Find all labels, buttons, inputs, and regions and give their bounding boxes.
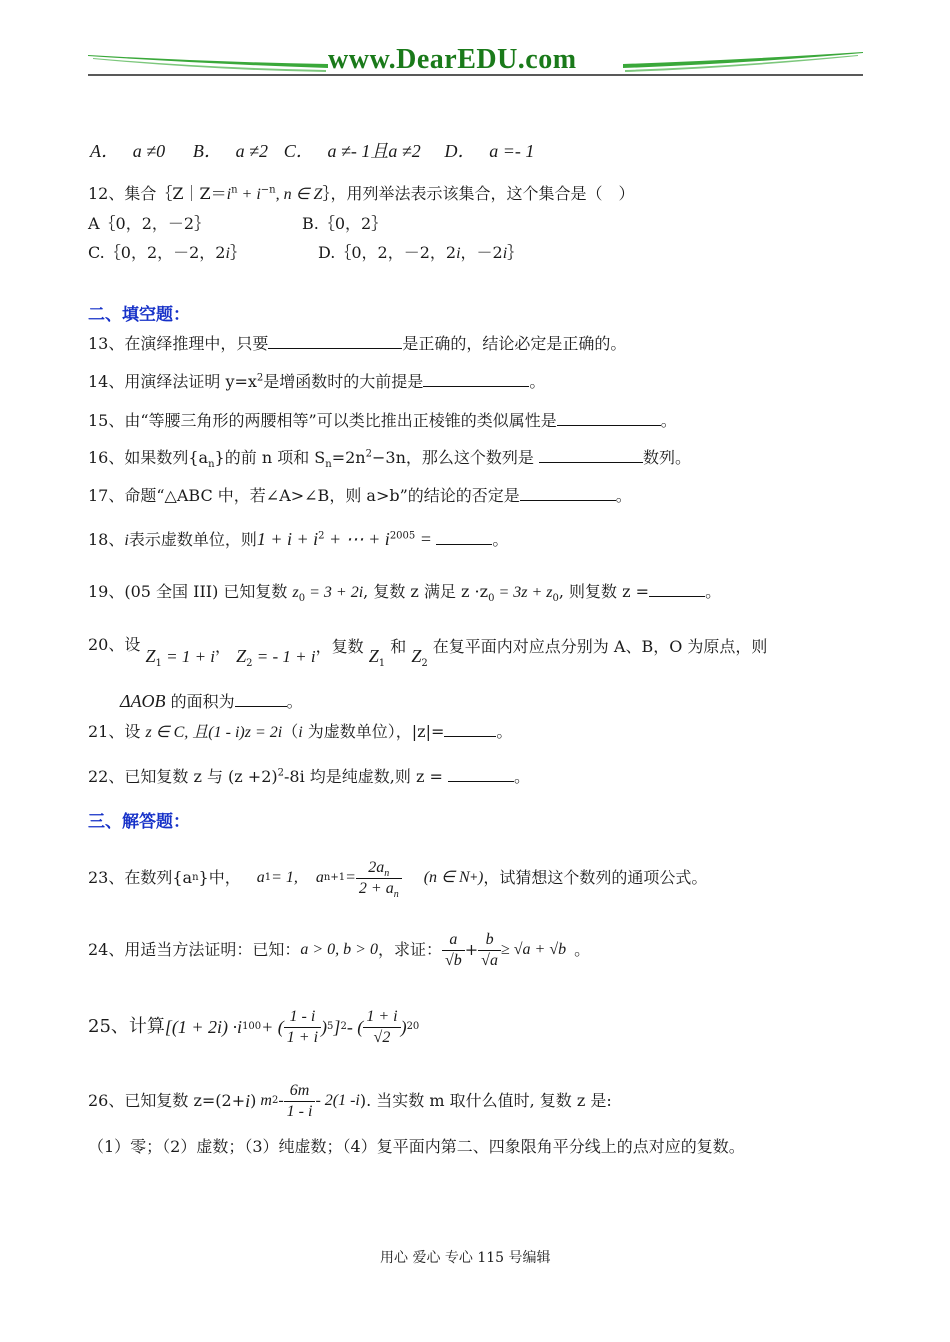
q24-fraction-1 [442,930,465,971]
q26-fraction [284,1081,316,1122]
q20-and: 和 [390,637,407,656]
q25-e4: ] [333,1017,341,1037]
q16-sup: 2 [365,448,372,460]
section-2-heading: 二、填空题： [88,305,190,325]
q23-post: ，试猜想这个数列的通项公式。 [483,868,708,887]
choice-b-label: B． [192,141,222,161]
q14-pre: 14、用演绎法证明 y=x [88,372,257,391]
q25-fnum: 1 - i [284,1007,321,1028]
question-23: 23、在数列{a n }中， a 1 = 1, a n+1 = $\frac{2a_n}{2 + a_n}$ (n ∈ N + ) ，试猜想这个数列的通项公式。 [88,858,708,900]
q12-opt-c-i: i [225,245,230,262]
question-16 [88,446,691,471]
q20-z1: Z [145,646,156,666]
q26-minus: - [278,1092,284,1109]
q14-mid: 是增函数时的大前提是 [263,372,424,391]
q24-plus: + [464,940,479,959]
q12-opt-c-post: ｝ [229,243,246,262]
question-14 [88,370,545,392]
q15-post: 。 [660,411,677,430]
q23-an: a [315,869,324,886]
q12-expr: i [226,186,232,203]
q21-mid2: 为虚数单位），|z|= [302,722,445,741]
q26-close: ) [250,1091,257,1110]
q19-eq1: = 3 + 2i [305,584,364,601]
q14-answer-blank[interactable] [423,370,529,387]
question-20-line2 [120,690,303,712]
q24-fraction-2 [478,930,501,971]
q23-a1eq: = 1, [271,869,298,886]
question-18 [88,528,508,551]
q18-pre: 18、 [88,530,125,549]
q20-triangle: ΔAOB [120,691,166,711]
q25-gnum: 1 + i [363,1007,400,1028]
q21-expr: z ∈ C, 且(1 - i)z = 2i [145,724,283,741]
q12-opt-c-pre: C.｛0，2，－2，2 [88,243,226,262]
q24-f1den: √b [444,951,462,969]
q12-option-c [88,243,246,264]
choice-a-expr: a ≠0 [132,141,166,161]
q16-mid1: }的前 n 项和 S [214,448,326,467]
q26-fden: 1 - i [286,1102,313,1120]
q16-mid2: =2n [331,448,366,467]
q20-line2-post: 。 [286,692,303,711]
question-12 [88,184,634,205]
q19-mid2: , 则复数 z = [558,582,650,601]
q23-a1: a [256,869,265,886]
q16-mid3: −3n，那么这个数列是 [371,448,539,467]
q17-post: 。 [615,486,632,505]
q21-post: 。 [496,722,513,741]
q20-answer-blank[interactable] [235,690,287,707]
q23-numsub: n [384,867,390,879]
choice-c-expr: a ≠- 1且a ≠2 [327,141,421,161]
q23-cond: (n ∈ N [423,869,470,886]
q24-f2num: b [478,930,501,951]
q26-minus2: - 2(1 - [315,1092,356,1109]
q25-e2: + ( [261,1017,284,1037]
q18-expr: 1 + i + i [256,529,319,549]
q18-expr2: + ⋯ + i [324,529,390,549]
q23-den: 2 + a [358,879,394,897]
q22-post: 。 [514,767,531,786]
q24-f2den: √a [481,951,498,969]
q23-eq: = [345,869,356,886]
q25-e6: ) [400,1017,407,1037]
q14-post: 。 [529,372,546,391]
q20-z2: Z [236,646,247,666]
q26-i: i [245,1091,251,1111]
q12-opt-d-i: i [456,245,461,262]
q18-sup: 2 [318,530,325,542]
q15-pre: 15、由“等腰三角形的两腰相等”可以类比推出正棱锥的类似属性是 [88,411,557,430]
q12-sup1: n [231,184,238,196]
q22-mid: -8i 均是纯虚数,则 z = [284,767,448,786]
q16-answer-blank[interactable] [539,446,643,463]
q19-sub2: 0 [488,593,495,605]
q25-e1: [(1 + 2i) ·i [164,1017,243,1037]
q25-e5: - ( [346,1017,364,1037]
q17-pre: 17、命题“△ABC 中，若∠A>∠B，则 a>b”的结论的否定是 [88,486,520,505]
question-13 [88,332,626,354]
choice-d-expr: a =- 1 [489,141,535,161]
q18-sup2: 2005 [389,530,416,542]
q20-post: 在复平面内对应点分别为 A、B，O 为原点，则 [432,637,768,656]
question-17 [88,484,632,506]
q20-sub2-ref: 2 [421,658,428,670]
q12-opt-d-post: ｝ [507,243,524,262]
q20-sub2: 2 [246,658,253,670]
q12-opt-d-i2: i [502,245,508,262]
q12-option-d [318,243,523,264]
q19-sub: 0 [298,593,306,605]
page-footer: 用心 爱心 专心 115 号编辑 [380,1250,551,1266]
q26-m: m [260,1092,272,1109]
q23-mid: }中， [198,868,241,887]
q12-opt-d-mid: ，－2 [460,243,503,262]
q24-pre: 24、用适当方法证明：已知： [88,940,301,959]
section-3-heading: 三、解答题： [88,812,190,832]
q26-fnum: 6m [284,1081,316,1102]
logo-text: www.DearEDU.com [328,44,577,75]
q16-sub: n [208,459,215,471]
q16-sub2: n [325,459,332,471]
q12-opt-d-pre: D.｛0，2，－2，2 [318,243,457,262]
q21-pre: 21、设 [88,722,146,741]
q19-sub3: 0 [552,593,559,605]
question-24 [88,922,590,978]
question-26: 26、已知复数 z=(2+ i ) m 2 - $\frac{6m}{1 - i}$ - 2(1 - i ). 当实数 m 取什么值时, 复数 z 是: [88,1081,612,1120]
q19-answer-blank[interactable] [649,580,705,597]
q12-prefix: 12、集合｛Z｜Z＝ [88,184,227,203]
q18-answer-blank[interactable] [436,528,492,545]
q12-sup2: −n [260,184,276,196]
q19-pre: 19、(05 全国 III) 已知复数 [88,582,293,601]
q20-eq1: = 1 + i [161,647,216,666]
q25-pre: 25、计算 [88,1016,165,1037]
q21-i: i [298,724,303,741]
q24-rhs: ≥ √a + √b [500,941,567,958]
q22-sup: 2 [277,767,285,779]
q26-pre: 26、已知复数 z=(2+ [88,1091,246,1110]
q16-post: 数列。 [642,448,691,467]
q12-plus: + i [237,186,261,203]
q20-z2-ref: Z [411,646,422,666]
q26-post: ). 当实数 m 取什么值时, 复数 z 是: [359,1091,612,1110]
header-logo [88,42,863,82]
q25-fden: 1 + i [286,1028,319,1046]
question-19 [88,580,721,603]
q25-fraction-1 [284,1007,321,1048]
q24-post: 。 [574,940,591,959]
choice-a-label: A． [90,141,119,161]
q20-sep: ， [215,637,232,656]
q21-mid: （ [282,722,299,741]
q12-suffix: ｝，用列举法表示该集合，这个集合是（ ） [322,184,635,203]
q21-answer-blank[interactable] [444,720,496,737]
q12-cond: , n ∈ Z [275,186,323,203]
choice-c-label: C． [283,141,314,161]
q20-z1-ref: Z [368,646,379,666]
q20-sub1-ref: 1 [378,658,386,670]
q20-sub1: 1 [155,658,162,670]
q15-answer-blank[interactable] [557,409,661,426]
q23-num: 2a [368,858,385,876]
q24-mid: ，求证： [377,940,442,959]
question-25: 25、计算 [(1 + 2i) ·i 100 + ( $\frac{1 - i}{1 + i}$ ) 5 ] 2 - ( $\frac{1 + i}{√2}$ ) 20 [88,1007,420,1046]
choice-options-line [90,141,534,162]
question-22 [88,765,530,787]
q13-pre: 13、在演绎推理中，只要 [88,334,269,353]
q16-pre: 16、如果数列{a [88,448,209,467]
q12-option-b: B.｛0，2｝ [302,214,388,233]
q23-condclose: ) [478,869,484,886]
q25-gden: √2 [373,1028,391,1046]
q19-eq2: = 3z + z [494,584,553,601]
choice-b-expr: a ≠2 [235,141,268,161]
q13-post: 是正确的，结论必定是正确的。 [402,334,627,353]
q18-post: 。 [492,530,509,549]
q17-answer-blank[interactable] [520,484,616,501]
question-21 [88,720,512,743]
q12-option-a: A｛0，2，－2｝ [88,214,211,233]
q18-mid: 表示虚数单位，则 [128,530,257,549]
q23-pre: 23、在数列{a [88,868,193,887]
q19-post: 。 [705,582,722,601]
question-20 [88,635,768,670]
choice-d-label: D． [444,141,476,161]
q19-z0: z [292,584,299,601]
question-15 [88,409,677,431]
q20-eq2: = - 1 + i [252,647,316,666]
q23-densub: n [393,888,399,900]
q24-cond: a > 0, b > 0 [300,941,378,958]
q14-sup: 2 [256,372,264,384]
q22-answer-blank[interactable] [448,765,514,782]
q25-fraction-2 [363,1007,400,1048]
q18-eq: = [415,529,437,549]
question-26-line2: （1）零；（2）虚数；（3）纯虚数；（4）复平面内第二、四象限角平分线上的点对应的复数。 [88,1137,745,1156]
q18-i: i [124,532,129,549]
q20-mid: ，复数 [315,637,364,656]
q25-e3: ) [321,1017,328,1037]
q23-fraction [356,858,402,899]
q20-line2-mid: 的面积为 [165,692,235,711]
q19-mid: , 复数 z 满足 z ·z [363,582,489,601]
q13-answer-blank[interactable] [268,332,402,349]
q20-pre: 20、设 [88,635,141,654]
q24-f1num: a [442,930,465,951]
q26-i2: i [355,1092,360,1109]
q22-pre: 22、已知复数 z 与 (z +2) [88,767,278,786]
